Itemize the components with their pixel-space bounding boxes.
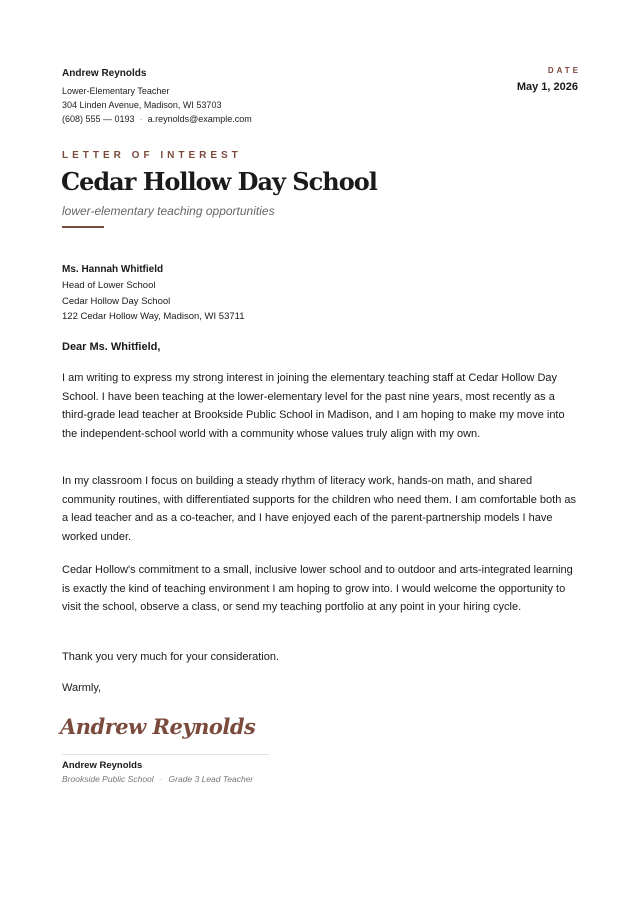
signature-script: Andrew Reynolds (60, 714, 256, 739)
date-label: DATE (547, 66, 581, 75)
signature-separator: · (159, 774, 163, 784)
date-block (516, 66, 581, 93)
sender-phone: (608) 555 — 0193 (62, 114, 135, 124)
closing-line: Warmly, (62, 682, 102, 694)
signature-name: Andrew Reynolds (62, 760, 143, 771)
signature-divider (62, 754, 269, 755)
sender-block (62, 68, 252, 126)
recipient-address: 122 Cedar Hollow Way, Madison, WI 53711 (62, 311, 245, 322)
sender-role: Lower-Elementary Teacher (62, 86, 170, 96)
page-title: Cedar Hollow Day School (61, 167, 377, 196)
body-paragraph: In my classroom I focus on building a steady rhythm of literacy work, hands-on math, and shared community routines, with differentiated supports for the children who need them. I am comfortable both as a lead teacher and as a co-teacher, and I have enjoyed each of the parent-partnership models I have worked under. (62, 475, 577, 543)
salutation: Dear Ms. Whitfield, (62, 341, 161, 353)
body-paragraph: I am writing to express my strong interest in joining the elementary teaching staff at Cedar Hollow Day School. I have been teaching at the lower-elementary level for the past nine years, most recently as a third-grade lead teacher at Brookside Public School in Madison, and I am hoping to make my move into the independent-school world with a community whose values truly align with my own. (62, 372, 565, 440)
accent-divider (62, 226, 104, 228)
date-value: May 1, 2026 (516, 81, 578, 93)
body-paragraph: Cedar Hollow's commitment to a small, inclusive lower school and to outdoor and arts-integrated learning is exactly the kind of teaching environment I am hoping to grow into. I would welcome the opportunity to visit the school, observe a class, or send my teaching portfolio at any point in your hiring cycle. (62, 564, 573, 613)
signature-position: Grade 3 Lead Teacher (168, 774, 254, 784)
recipient-title: Head of Lower School (62, 280, 156, 291)
sender-name: Andrew Reynolds (62, 68, 147, 79)
signature-meta (62, 774, 253, 784)
recipient-block (62, 264, 245, 325)
recipient-organization: Cedar Hollow Day School (62, 295, 171, 307)
page-subtitle: lower-elementary teaching opportunities (62, 204, 275, 218)
sender-email: a.reynolds@example.com (147, 114, 252, 124)
sender-contact (62, 112, 252, 126)
recipient-name: Ms. Hannah Whitfield (62, 264, 164, 275)
sender-address: 304 Linden Avenue, Madison, WI 53703 (62, 100, 222, 110)
thanks-line: Thank you very much for your consideration. (62, 651, 280, 663)
contact-separator: · (139, 114, 143, 124)
signature-school: Brookside Public School (62, 774, 154, 784)
letter-eyebrow: LETTER OF INTEREST (62, 150, 242, 161)
